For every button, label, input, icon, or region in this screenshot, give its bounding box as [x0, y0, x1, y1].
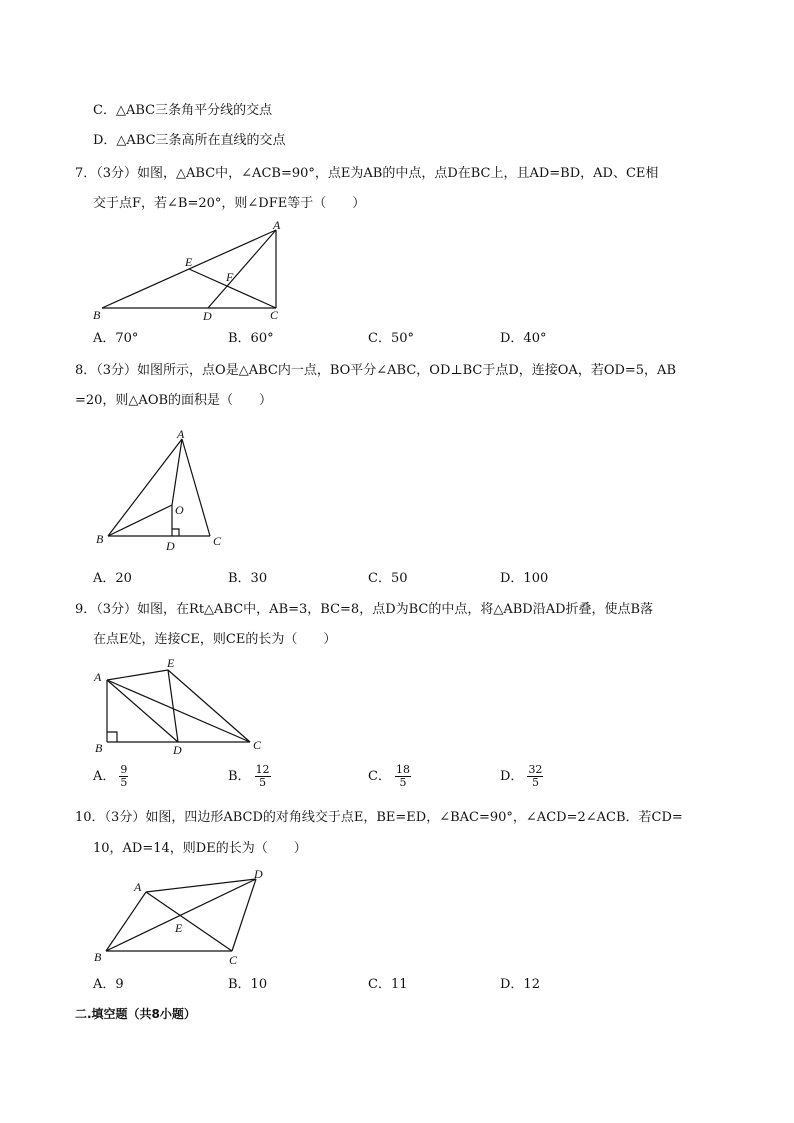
q7-segment-ad: [208, 230, 276, 308]
q8-segment-ab: [108, 439, 182, 536]
q10-option-c[interactable]: C．11: [368, 977, 408, 992]
q7-option-c[interactable]: C．50°: [368, 331, 414, 346]
numerator: 18: [395, 763, 410, 776]
q7-option-a[interactable]: A．70°: [93, 331, 139, 346]
q7-label-e: E: [185, 255, 193, 269]
q8-label-b: B: [96, 532, 104, 546]
numerator: 32: [528, 763, 543, 776]
q9-option-d-letter: D．: [500, 769, 524, 784]
q8-option-d[interactable]: D．100: [500, 571, 549, 586]
q8-option-c[interactable]: C．50: [368, 571, 408, 586]
q9-option-c-letter: C．: [368, 769, 391, 784]
q8-figure: [94, 425, 234, 557]
q10-stem-line1: 10．（3分）如图，四边形ABCD的对角线交于点E，BE=ED，∠BAC=90°，∠ACD=2∠ACB．若CD=: [75, 810, 683, 825]
q8-stem-line2: =20，则△AOB的面积是（ ）: [75, 393, 273, 408]
q8-label-a: A: [177, 427, 185, 441]
q9-option-a-letter: A．: [93, 769, 116, 784]
option-d-prev: D．△ABC三条高所在直线的交点: [93, 133, 286, 148]
q10-figure: [90, 865, 280, 970]
q10-option-b[interactable]: B．10: [228, 977, 268, 992]
section-heading-fill-in: 二.填空题（共8小题）: [75, 1007, 196, 1021]
q9-option-c[interactable]: [368, 764, 411, 789]
q7-option-d[interactable]: D．40°: [500, 331, 547, 346]
q9-label-b: B: [95, 741, 103, 755]
q9-stem-line1: 9．（3分）如图，在Rt△ABC中，AB=3，BC=8，点D为BC的中点，将△ABD沿AD折叠，使点B落: [75, 602, 654, 617]
q10-option-a[interactable]: A．9: [93, 977, 124, 992]
q9-segment-ae: [107, 670, 168, 680]
option-c-prev: C．△ABC三条角平分线的交点: [93, 103, 273, 118]
q9-option-a[interactable]: [93, 764, 128, 789]
q9-segment-ec: [168, 670, 250, 742]
q8-right-angle-mark: [172, 529, 179, 536]
q7-label-b: B: [93, 308, 101, 322]
q7-option-b[interactable]: B．60°: [228, 331, 274, 346]
q10-label-a: A: [134, 880, 142, 894]
denominator: 5: [259, 776, 267, 789]
q10-label-c: C: [229, 953, 238, 967]
q7-stem-line2: 交于点F，若∠B=20°，则∠DFE等于（ ）: [93, 196, 366, 211]
q10-label-d: D: [254, 867, 263, 881]
q9-option-b[interactable]: [228, 764, 271, 789]
q8-segment-bo: [108, 505, 172, 536]
q10-label-e: E: [175, 921, 183, 935]
q9-option-a-fraction: [119, 764, 128, 789]
q9-label-e: E: [167, 656, 175, 670]
q7-figure: [90, 218, 290, 324]
q9-label-d: D: [173, 743, 182, 757]
q8-label-c: C: [213, 534, 222, 548]
q9-option-c-fraction: [395, 764, 411, 789]
q8-label-o: O: [175, 503, 184, 517]
q9-segment-ad: [107, 680, 178, 742]
denominator: 5: [399, 776, 407, 789]
q9-figure: [90, 654, 270, 760]
q10-segment-ad: [146, 879, 256, 892]
q8-segment-ac: [182, 439, 210, 536]
q9-segment-ed: [168, 670, 178, 742]
numerator: 9: [120, 763, 128, 776]
q7-label-c: C: [270, 308, 279, 322]
q7-label-f: F: [226, 270, 234, 284]
q10-label-b: B: [94, 950, 102, 964]
q10-segment-ac: [146, 892, 232, 951]
q7-label-d: D: [203, 309, 212, 323]
q10-stem-line2: 10，AD=14，则DE的长为（ ）: [93, 841, 307, 856]
q10-segment-bd: [106, 879, 256, 951]
q7-label-a: A: [273, 218, 281, 232]
q8-option-a[interactable]: A．20: [93, 571, 132, 586]
q8-segment-ao: [172, 439, 182, 505]
q7-stem-line1: 7．（3分）如图，△ABC中，∠ACB=90°，点E为AB的中点，点D在BC上，且AD=BD，AD、CE相: [75, 166, 659, 181]
q8-label-d: D: [166, 539, 175, 553]
numerator: 12: [255, 763, 270, 776]
denominator: 5: [531, 776, 539, 789]
q9-option-d-fraction: [527, 764, 543, 789]
q10-segment-ab: [106, 892, 146, 951]
q9-label-c: C: [253, 738, 262, 752]
q10-segment-cd: [232, 879, 256, 951]
q9-option-b-letter: B．: [228, 769, 251, 784]
q9-right-angle-mark: [107, 732, 117, 742]
q8-stem-line1: 8．（3分）如图所示，点O是△ABC内一点，BO平分∠ABC，OD⊥BC于点D，连接OA，若OD=5，AB: [75, 363, 677, 378]
q9-label-a: A: [94, 670, 102, 684]
q9-option-b-fraction: [255, 764, 271, 789]
denominator: 5: [120, 776, 128, 789]
q10-option-d[interactable]: D．12: [500, 977, 540, 992]
q8-option-b[interactable]: B．30: [228, 571, 268, 586]
q9-option-d[interactable]: [500, 764, 543, 789]
q9-segment-ac: [107, 680, 250, 742]
q9-stem-line2: 在点E处，连接CE，则CE的长为（ ）: [93, 632, 337, 647]
